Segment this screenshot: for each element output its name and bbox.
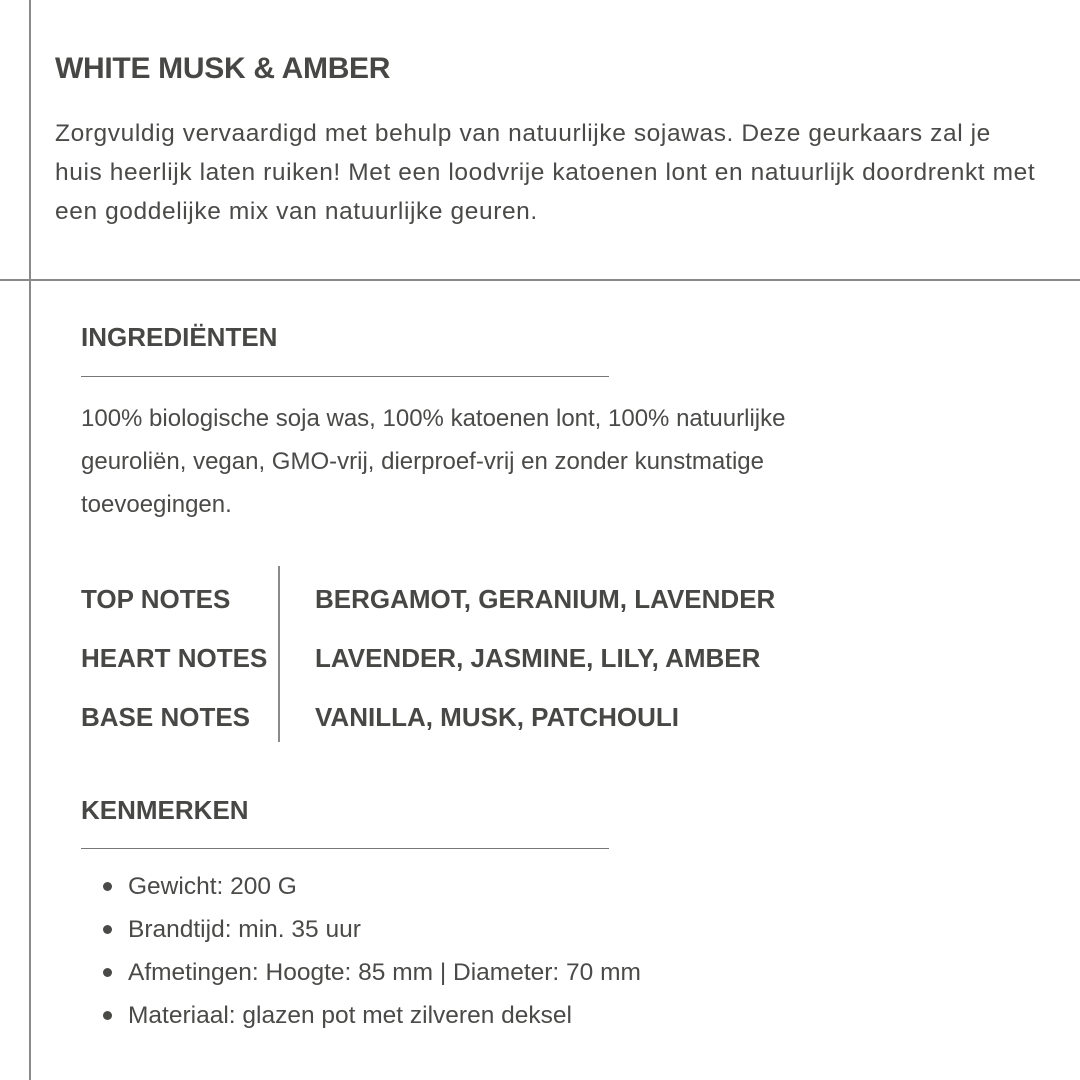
base-notes-label: BASE NOTES <box>81 702 251 732</box>
bullet-icon <box>103 882 112 891</box>
heart-notes-value: LAVENDER, JASMINE, LILY, AMBER <box>315 643 761 673</box>
top-notes-value: BERGAMOT, GERANIUM, LAVENDER <box>315 584 776 614</box>
heart-notes-label: HEART NOTES <box>81 643 268 673</box>
bullet-icon <box>103 925 112 934</box>
features-rule <box>81 848 609 849</box>
feature-text: Afmetingen: Hoogte: 85 mm | Diameter: 70 mm <box>128 959 641 986</box>
feature-text: Gewicht: 200 G <box>128 873 297 900</box>
top-notes-label: TOP NOTES <box>81 584 231 614</box>
product-title: WHITE MUSK & AMBER <box>55 52 391 85</box>
left-border-line <box>29 0 31 1080</box>
feature-text: Materiaal: glazen pot met zilveren deksel <box>128 1002 572 1029</box>
ingredients-rule <box>81 376 609 377</box>
base-notes-value: VANILLA, MUSK, PATCHOULI <box>315 702 679 732</box>
bullet-icon <box>103 1011 112 1020</box>
section-divider-line <box>0 279 1080 281</box>
ingredients-text: 100% biologische soja was, 100% katoenen lont, 100% natuurlijke geuroliën, vegan, GMO-vrij, dierproef-vrij en zonder kunstmatige toevoegingen. <box>81 405 786 518</box>
notes-divider <box>278 566 280 742</box>
features-heading: KENMERKEN <box>81 795 249 825</box>
bullet-icon <box>103 968 112 977</box>
product-description: Zorgvuldig vervaardigd met behulp van natuurlijke sojawas. Deze geurkaars zal je huis heerlijk laten ruiken! Met een loodvrije katoenen lont en natuurlijk doordrenkt met een goddelijke mix van natuurlijke geuren. <box>55 120 1036 225</box>
ingredients-heading: INGREDIËNTEN <box>81 322 278 352</box>
feature-text: Brandtijd: min. 35 uur <box>128 916 361 943</box>
